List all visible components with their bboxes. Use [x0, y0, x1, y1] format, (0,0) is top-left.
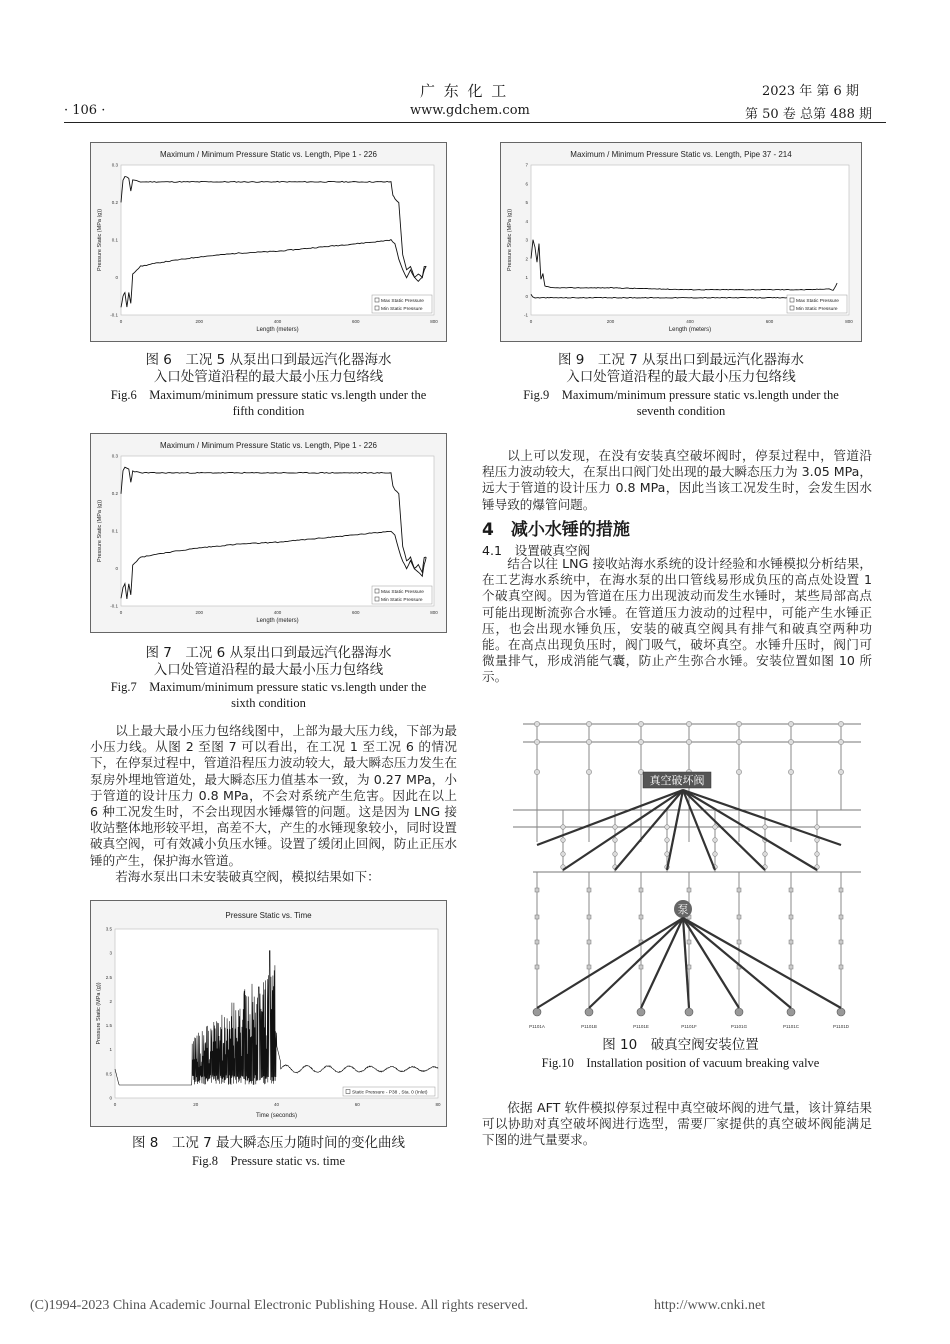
legend-entry: Max Static Pressure [381, 590, 424, 595]
pump-id: P1101C [783, 1024, 799, 1029]
valve-node [587, 915, 591, 919]
pump-id: P1101E [633, 1024, 649, 1029]
valve-node [639, 915, 643, 919]
pump-label: 泵 [677, 903, 689, 916]
legend-entry: Min Static Pressure [381, 598, 423, 603]
valve-node [839, 940, 843, 944]
x-tick-label: 200 [195, 610, 204, 615]
fig9-caption-zh-2: 入口处管道沿程的最大最小压力包络线 [566, 369, 796, 385]
fig7-caption-zh-2: 入口处管道沿程的最大最小压力包络线 [153, 662, 384, 678]
fig10-diagram [493, 712, 868, 1034]
valve-node [737, 940, 741, 944]
right-body-1 [482, 448, 872, 513]
right-paragraph-1: 以上可以发现，在没有安装真空破坏阀时，停泵过程中，管道沿程压力波动较大，在泵出口阀门处出现的最大瞬态压力为 3.05 MPa，远大于管道的设计压力 0.8 MPa，因此当该工况发生时，会发生因水锤导致的爆管问题。 [482, 448, 872, 512]
junction-node [613, 825, 618, 830]
junction-node [561, 838, 566, 843]
valve-node [687, 965, 691, 969]
junction-node [534, 769, 539, 774]
fig9-caption-en-1: Fig.9 Maximum/minimum pressure static vs.length under the [523, 388, 839, 402]
x-tick-label: 800 [430, 319, 438, 324]
volume-info: 第 50 卷 总第 488 期 [745, 107, 873, 122]
left-paragraph-1: 以上最大最小压力包络线图中，上部为最大压力线，下部为最小压力线。从图 2 至图 7 可以看出，在工况 1 至工况 6 的情况下，在停泵过程中，管道沿程压力波动较大，最大瞬态压力发生在泵房外埋地管道处，最大瞬态压力值基本一致，为 0.27 MPa，小于管道的设计压力 0.8 MPa，不会对系统产生危害。因此在以上 6 种工况发生时，不会出现因水锤爆管的问题。这是因为 LNG 接收站整体地形较平坦，高差不大，产生的水锤现象较小，同时设置破真空阀，可有效减小负压水锤。设置了缓闭止回阀，防止正压水锤的产生，保护海水管道。 [90, 723, 457, 868]
valve-arrow [683, 790, 765, 870]
legend-checkbox [375, 306, 379, 310]
valve-node [687, 940, 691, 944]
valve-node [737, 915, 741, 919]
fig6-caption-en-1: Fig.6 Maximum/minimum pressure static vs.length under the [110, 388, 427, 402]
legend-entry: Max Static Pressure [796, 299, 839, 304]
junction-node [838, 721, 843, 726]
y-tick-label: 0 [115, 275, 118, 280]
left-paragraph-2: 若海水泵出口未安装破真空阀，模拟结果如下： [115, 868, 380, 884]
y-tick-label: 0.2 [111, 491, 118, 496]
pump-id: P1101G [730, 1024, 748, 1029]
pump-arrow [683, 918, 739, 1008]
pump-arrow [589, 918, 683, 1008]
pump-node [735, 1008, 743, 1016]
fig7-caption-en-1: Fig.7 Maximum/minimum pressure static vs.length under the [110, 680, 427, 694]
pump-arrow [683, 918, 841, 1008]
y-tick-label: 0 [115, 566, 118, 571]
y-tick-label: 0 [109, 1095, 112, 1101]
pump-id: P1101B [581, 1024, 597, 1029]
right-paragraph-2: 结合以往 LNG 接收站海水系统的设计经验和水锤模拟分析结果，在工艺海水系统中，在海水泵的出口管线易形成负压的高点处设置 1 个破真空阀。因为管道在压力出现波动而发生水锤时，某些局部高点可能出现断流弥合水锤。在管道压力波动的过程中，可能产生水锤正压，也会出现水锤负压，安装的破真空阀具有排气和破真空两种功能。在高点出现负压时，阀门吸气，破坏真空。水锤升压时，阀门可微量排气，形成消能气囊，防止产生弥合水锤。安装位置如图 10 所示。 [482, 556, 872, 685]
valve-label: 真空破坏阀 [649, 774, 705, 787]
x-tick-label: 40 [273, 1102, 280, 1107]
chart-title: Maximum / Minimum Pressure Static vs. Length, Pipe 1 - 226 [160, 150, 377, 159]
junction-node [586, 739, 591, 744]
fig10-caption-zh: 图 10 破真空阀安装位置 [602, 1037, 759, 1053]
junction-node [665, 825, 670, 830]
y-tick-label: 0.5 [105, 1071, 112, 1077]
y-axis-label: Pressure Static (MPa (g)) [96, 982, 102, 1045]
footer-url[interactable]: http://www.cnki.net [654, 1298, 766, 1313]
y-tick-label: 0.2 [111, 200, 118, 205]
x-axis-label: Length (meters) [256, 618, 299, 624]
fig6-caption-zh-2: 入口处管道沿程的最大最小压力包络线 [153, 369, 384, 385]
y-tick-label: 3.5 [105, 926, 112, 932]
page-number: · 106 · [64, 103, 106, 118]
fig6-chart [91, 143, 446, 341]
legend-entry: Static Pressure - P38 , Sta. 0 (Inlet) [352, 1090, 428, 1096]
y-tick-label: 0.1 [111, 237, 118, 243]
junction-node [815, 825, 820, 830]
y-tick-label: 3 [525, 237, 528, 243]
fig8-caption-en: Fig.8 Pressure static vs. time [191, 1154, 346, 1168]
junction-node [838, 739, 843, 744]
valve-node [789, 965, 793, 969]
valve-arrow [563, 790, 683, 870]
legend-checkbox [375, 298, 379, 302]
valve-node [587, 940, 591, 944]
x-tick-label: 600 [351, 610, 360, 615]
junction-node [534, 739, 539, 744]
valve-node [535, 888, 539, 892]
pump-id: P1101A [529, 1024, 545, 1029]
pump-node [533, 1008, 541, 1016]
fig7-caption-zh-1: 图 7 工况 6 从泵出口到最远汽化器海水 [145, 645, 392, 661]
y-tick-label: 2.5 [105, 974, 112, 980]
y-axis-label: Pressure Static (MPa (g)) [97, 208, 103, 272]
fig9-caption-en-2: seventh condition [636, 404, 726, 418]
chart-title: Maximum / Minimum Pressure Static vs. Length, Pipe 1 - 226 [160, 441, 377, 450]
x-tick-label: 60 [354, 1102, 360, 1107]
legend-checkbox [790, 306, 794, 310]
y-tick-label: 0.3 [111, 162, 118, 168]
x-tick-label: 200 [195, 319, 204, 324]
fig8-caption-zh: 图 8 工况 7 最大瞬态压力随时间的变化曲线 [131, 1135, 406, 1151]
junction-node [686, 739, 691, 744]
x-tick-label: 0 [529, 319, 533, 324]
x-axis-label: Length (meters) [668, 327, 712, 333]
y-tick-label: 0.1 [111, 528, 118, 534]
fig7-caption-en-2: sixth condition [231, 696, 306, 710]
junction-node [736, 769, 741, 774]
y-tick-label: 5 [525, 200, 528, 205]
legend-checkbox [346, 1090, 350, 1094]
valve-arrow [667, 790, 683, 870]
section-4-1-heading: 4.1 设置破真空阀 [482, 543, 591, 558]
junction-node [561, 852, 566, 857]
valve-node [535, 940, 539, 944]
x-tick-label: 800 [845, 319, 853, 324]
legend-entry: Min Static Pressure [381, 307, 423, 312]
right-body-2 [482, 556, 872, 686]
junction-node [638, 739, 643, 744]
y-tick-label: -0.1 [110, 603, 118, 609]
figure-10 [493, 712, 868, 1034]
legend-checkbox [375, 589, 379, 593]
y-axis-label: Pressure Static (MPa (g)) [97, 499, 103, 563]
junction-node [586, 769, 591, 774]
pump-node [585, 1008, 593, 1016]
junction-node [613, 852, 618, 857]
y-tick-label: -0.1 [110, 312, 118, 318]
right-paragraph-3: 依据 AFT 软件模拟停泵过程中真空破坏阀的进气量，该计算结果可以协助对真空破坏阀进行选型，需要厂家提供的真空破坏阀能满足下图的进气量要求。 [482, 1100, 872, 1148]
junction-node [713, 838, 718, 843]
x-tick-label: 600 [351, 319, 360, 324]
x-tick-label: 0 [119, 610, 123, 615]
x-tick-label: 400 [273, 610, 282, 615]
x-tick-label: 0 [119, 319, 123, 324]
valve-node [639, 965, 643, 969]
junction-node [713, 852, 718, 857]
junction-node [788, 721, 793, 726]
pump-node [685, 1008, 693, 1016]
pump-node [787, 1008, 795, 1016]
pump-id: P1101F [681, 1024, 697, 1029]
y-tick-label: -1 [523, 312, 528, 318]
valve-arrow [537, 790, 683, 845]
plot-area [531, 165, 849, 315]
chart-title: Pressure Static vs. Time [225, 911, 312, 920]
journal-website: www.gdchem.com [410, 103, 530, 118]
pump-arrow [683, 918, 791, 1008]
x-tick-label: 800 [430, 610, 438, 615]
junction-node [586, 721, 591, 726]
valve-node [587, 888, 591, 892]
junction-node [534, 721, 539, 726]
fig7-chart [91, 434, 446, 632]
legend-checkbox [375, 597, 379, 601]
fig9-chart [501, 143, 861, 341]
valve-node [789, 888, 793, 892]
fig6-caption-zh-1: 图 6 工况 5 从泵出口到最远汽化器海水 [145, 352, 392, 368]
junction-node [763, 825, 768, 830]
valve-node [789, 940, 793, 944]
y-tick-label: 1 [109, 1047, 112, 1053]
x-tick-label: 80 [435, 1102, 441, 1107]
pump-arrow [683, 918, 689, 1008]
junction-node [815, 838, 820, 843]
y-tick-label: 3 [109, 950, 112, 956]
junction-node [665, 852, 670, 857]
junction-node [638, 721, 643, 726]
pump-node [637, 1008, 645, 1016]
right-body-3 [482, 1100, 872, 1149]
figure-7 [90, 433, 447, 633]
plot-area [121, 456, 434, 606]
y-axis-label: Pressure Static (MPa (g)) [507, 208, 513, 272]
y-tick-label: 7 [525, 162, 528, 168]
figure-9 [500, 142, 862, 342]
valve-node [687, 888, 691, 892]
figure-6 [90, 142, 447, 342]
x-tick-label: 200 [606, 319, 615, 324]
legend-checkbox [790, 298, 794, 302]
junction-node [788, 769, 793, 774]
y-tick-label: 6 [525, 181, 528, 187]
x-tick-label: 400 [273, 319, 282, 324]
valve-node [839, 888, 843, 892]
valve-node [639, 888, 643, 892]
header-rule [64, 122, 886, 123]
issue-info: 2023 年 第 6 期 [762, 84, 859, 99]
fig6-caption-en-2: fifth condition [232, 404, 305, 418]
legend-entry: Max Static Pressure [381, 299, 424, 304]
y-tick-label: 0.3 [111, 453, 118, 459]
junction-node [713, 825, 718, 830]
pump-node [837, 1008, 845, 1016]
junction-node [815, 852, 820, 857]
x-tick-label: 400 [686, 319, 694, 324]
y-tick-label: 4 [525, 218, 528, 224]
y-tick-label: 2 [525, 256, 528, 262]
valve-node [737, 888, 741, 892]
footer-copyright: (C)1994-2023 China Academic Journal Electronic Publishing House. All rights reserved. [30, 1298, 529, 1313]
valve-node [839, 915, 843, 919]
fig10-caption-en: Fig.10 Installation position of vacuum breaking valve [541, 1056, 820, 1070]
fig8-chart [91, 901, 446, 1126]
junction-node [686, 721, 691, 726]
legend-entry: Min Static Pressure [796, 307, 838, 312]
valve-node [535, 965, 539, 969]
x-axis-label: Time (seconds) [255, 1113, 298, 1119]
valve-node [789, 915, 793, 919]
junction-node [613, 838, 618, 843]
valve-arrow [683, 790, 715, 870]
chart-title: Maximum / Minimum Pressure Static vs. Length, Pipe 37 - 214 [570, 150, 792, 159]
y-tick-label: 0 [525, 293, 528, 299]
junction-node [788, 739, 793, 744]
junction-node [665, 838, 670, 843]
fig9-caption-zh-1: 图 9 工况 7 从泵出口到最远汽化器海水 [557, 352, 805, 368]
journal-name: 广 东 化 工 [420, 82, 509, 100]
x-tick-label: 0 [113, 1102, 117, 1107]
x-tick-label: 20 [193, 1102, 199, 1107]
junction-node [736, 739, 741, 744]
junction-node [838, 769, 843, 774]
junction-node [561, 825, 566, 830]
x-tick-label: 600 [765, 319, 774, 324]
y-tick-label: 2 [109, 998, 112, 1004]
junction-node [736, 721, 741, 726]
pump-id: P1101D [833, 1024, 849, 1029]
figure-8 [90, 900, 447, 1127]
section-4-heading: 4 减小水锤的措施 [482, 520, 630, 540]
y-tick-label: 1 [525, 275, 528, 280]
left-body [90, 723, 457, 885]
valve-node [839, 965, 843, 969]
junction-node [763, 852, 768, 857]
valve-node [535, 915, 539, 919]
y-tick-label: 1.5 [105, 1023, 112, 1029]
x-axis-label: Length (meters) [256, 327, 299, 333]
valve-node [587, 965, 591, 969]
plot-area [115, 929, 438, 1098]
